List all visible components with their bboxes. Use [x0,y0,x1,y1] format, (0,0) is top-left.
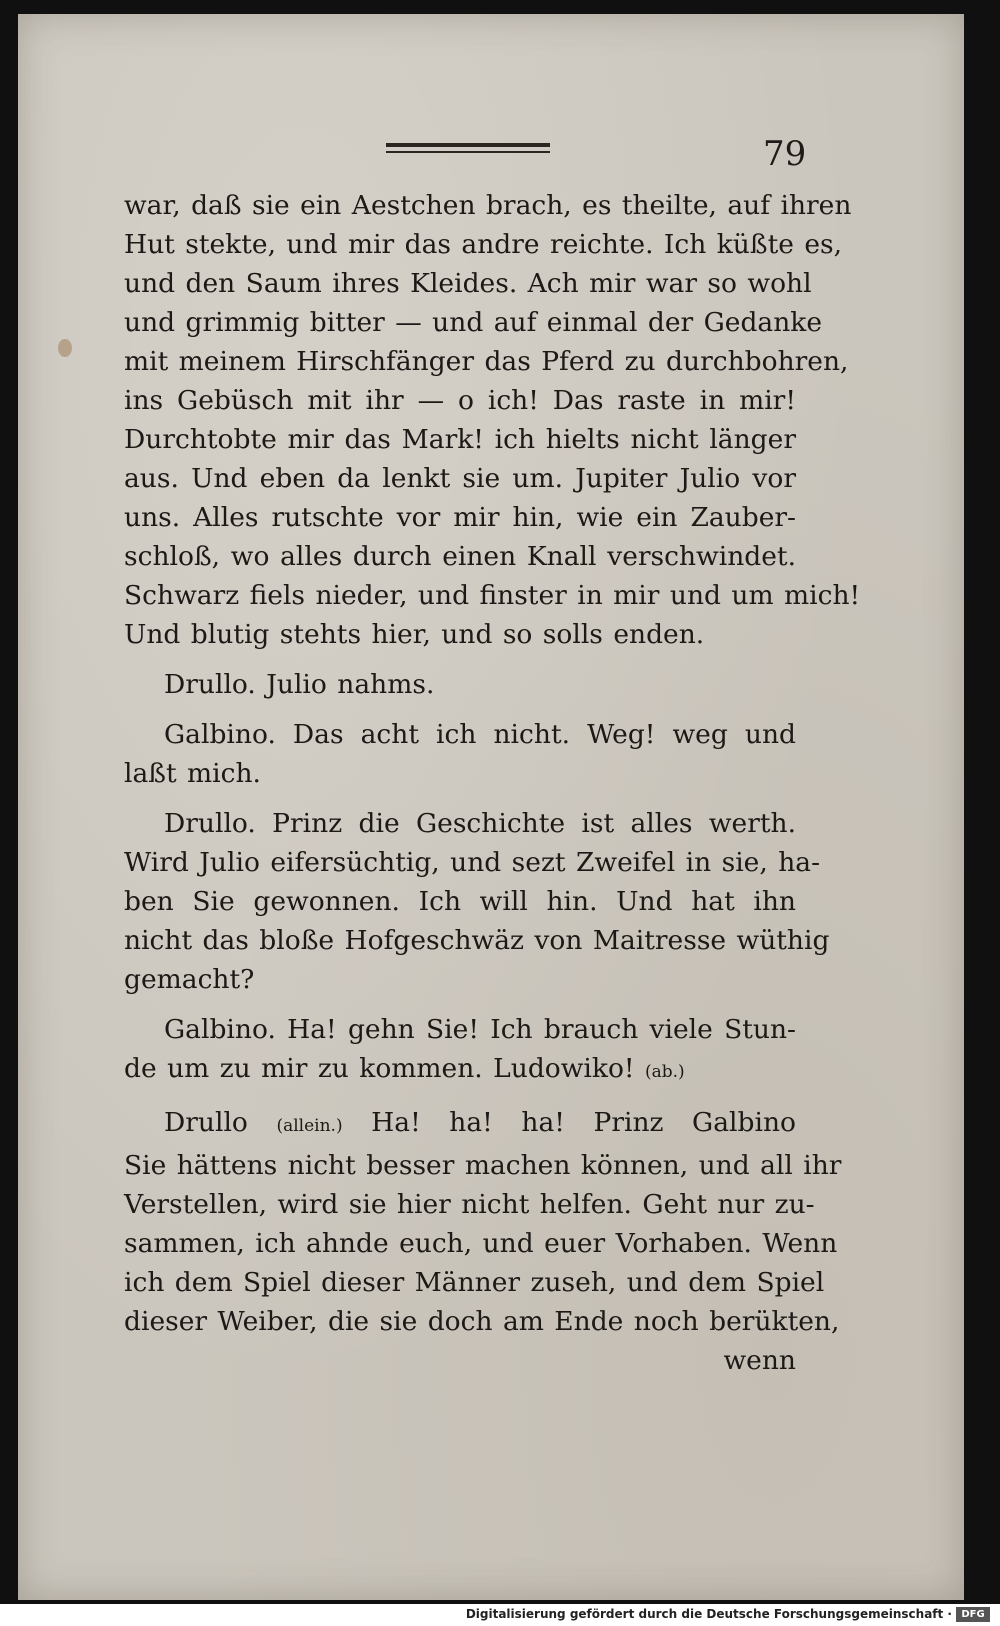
text-line-content: ich dem Spiel dieser Männer zuseh, und dem Spiel [124,1267,825,1298]
text-line-content: sammen, ich ahnde euch, und euer Vorhaben. Wenn [124,1228,838,1259]
text-line [124,1049,796,1092]
page-body-text [124,186,861,1380]
text-line-content: schloß, wo alles durch einen Knall verschwindet. [124,541,796,572]
text-line [124,1302,840,1341]
text-line [124,1185,815,1224]
text-line [124,537,796,576]
text-line [124,576,861,615]
text-line-content: dieser Weiber, die sie doch am Ende noch berükten, [124,1306,840,1337]
footer-credit: Digitalisierung gefördert durch die Deutsche Forschungsgemeinschaft · [465,1607,952,1621]
text-line [124,381,796,420]
text-line-content: laßt mich. [124,758,261,789]
text-line [124,843,821,882]
text-line-content: Verstellen, wird sie hier nicht helfen. Geht nur zu- [124,1189,815,1220]
text-line [124,1224,838,1263]
text-line-content: war, daß sie ein Aestchen brach, es theilte, auf ihren [124,190,852,221]
text-line [124,1263,825,1302]
text-line-content: de um zu mir zu kommen. Ludowiko! [124,1053,635,1084]
text-line-content: Hut stekte, und mir das andre reichte. Ich küßte es, [124,229,843,260]
text-line-content: Drullo. Julio nahms. [164,669,435,700]
text-line-content: uns. Alles rutschte vor mir hin, wie ein Zauber- [124,502,796,533]
text-line [124,1146,842,1185]
text-line [124,615,796,654]
text-line [124,225,843,264]
stage-direction: (ab.) [645,1062,685,1082]
text-line-content: mit meinem Hirschfänger das Pferd zu durchbohren, [124,346,849,377]
text-line [124,498,796,537]
text-line-content: Sie hättens nicht besser machen können, und all ihr [124,1150,842,1181]
page-number: 79 [763,134,807,174]
text-line-content: Drullo [164,1107,248,1138]
header-rule [386,143,550,147]
text-line [124,459,796,498]
text-line [124,420,796,459]
stage-direction: (allein.) [276,1116,343,1136]
text-line-content: und den Saum ihres Kleides. Ach mir war so wohl [124,268,812,299]
text-line [124,921,830,960]
text-line [124,665,796,704]
text-line-content: gemacht? [124,964,255,995]
text-line [124,264,812,303]
page-stain [58,339,72,357]
text-line-content: ben Sie gewonnen. Ich will hin. Und hat ihn [124,886,796,917]
text-line [124,1103,796,1146]
text-line-content: und grimmig bitter — und auf einmal der Gedanke [124,307,823,338]
text-line-content: Wird Julio eifersüchtig, und sezt Zweifel in sie, ha- [124,847,821,878]
text-line-content: Durchtobte mir das Mark! ich hielts nicht länger [124,424,796,455]
text-line-content: Galbino. Das acht ich nicht. Weg! weg und [164,719,796,750]
text-line [124,715,796,754]
text-line [124,804,796,843]
text-line-content: nicht das bloße Hofgeschwäz von Maitresse wüthig [124,925,830,956]
text-line-content: aus. Und eben da lenkt sie um. Jupiter Julio vor [124,463,796,494]
text-line [124,186,852,225]
text-line-content: ins Gebüsch mit ihr — o ich! Das raste in mir! [124,385,796,416]
text-line-content: Drullo. Prinz die Geschichte ist alles werth. [164,808,796,839]
text-line [124,342,849,381]
dfg-logo: DFG [956,1607,990,1622]
text-line-content: Galbino. Ha! gehn Sie! Ich brauch viele Stun- [164,1014,796,1045]
text-line [124,882,796,921]
text-line [124,960,796,999]
text-line [124,1010,796,1049]
header-rule-thin [386,151,550,153]
text-line [124,303,823,342]
text-line [124,754,796,793]
catchword: wenn [723,1345,796,1376]
text-line-rest: Ha! ha! ha! Prinz Galbino [371,1107,796,1138]
text-line-content: Schwarz fiels nieder, und finster in mir und um mich! [124,580,861,611]
text-line-content: Und blutig stehts hier, und so solls enden. [124,619,705,650]
digitization-footer [0,1604,1000,1626]
